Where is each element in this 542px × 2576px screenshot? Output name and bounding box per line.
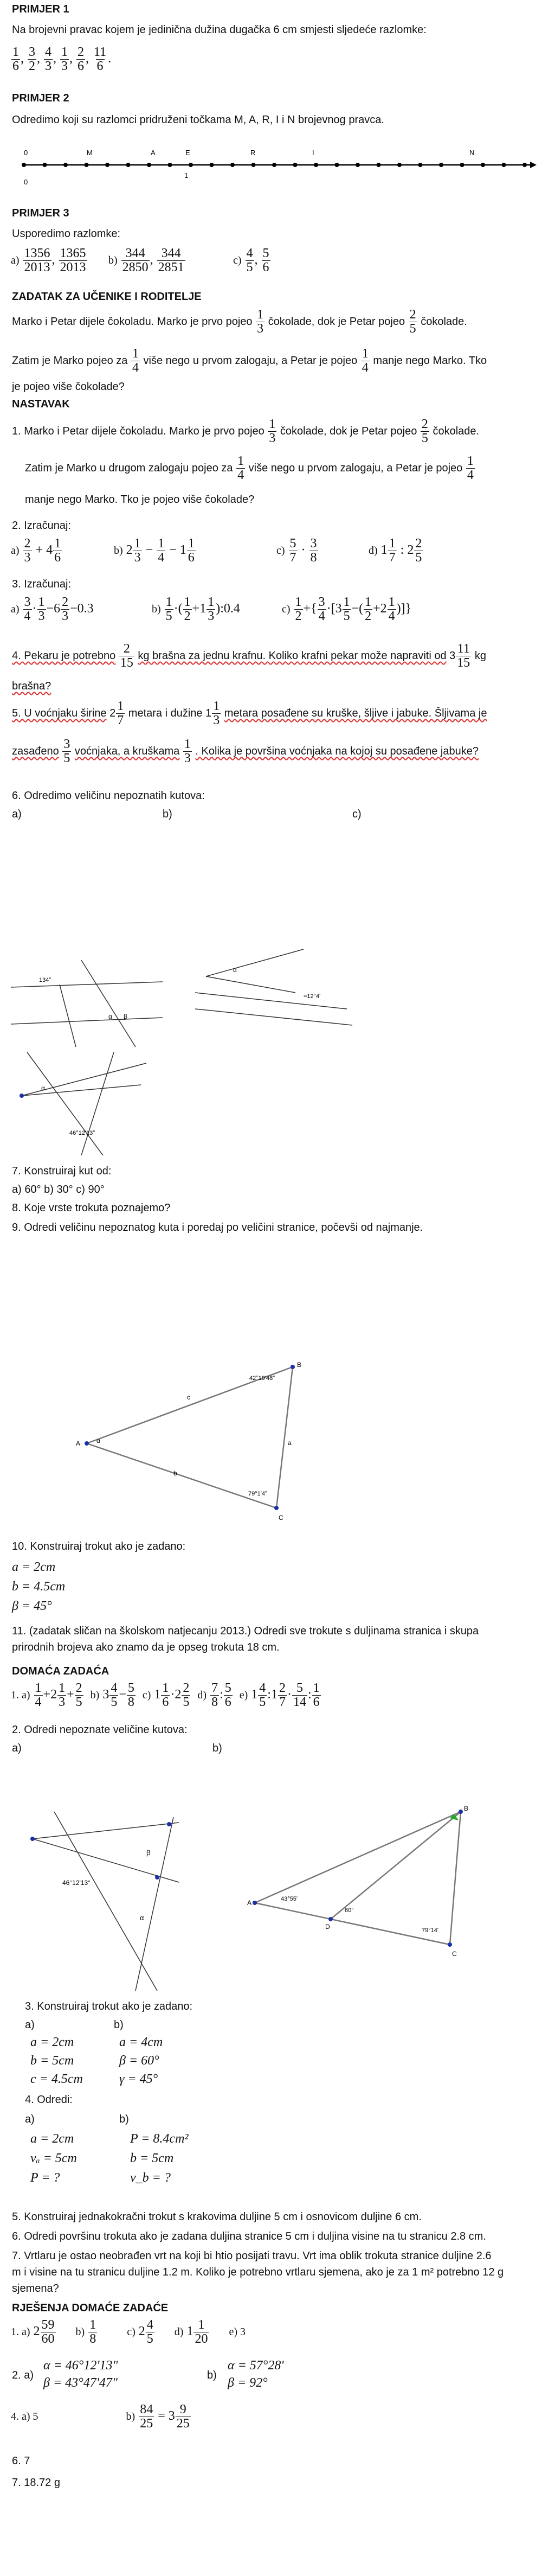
primjer2-text: Odredimo koji su razlomci pridruženi točkama M, A, R, I i N brojevnog pravca.	[12, 114, 384, 126]
svg-text:=12°4ʹ: =12°4ʹ	[304, 993, 321, 1000]
task2-c: c) $\frac{5}{7}$ · $\frac{3}{8}$	[276, 536, 317, 565]
primjer1-fractions: $\frac{1}{6}$ , $\frac{3}{2}$ , $\frac{4}{3}$ , $\frac{1}{3}$ , $\frac{2}{6}$ , $\frac{11}{6}$ .	[12, 45, 112, 74]
primjer2-title: PRIMJER 2	[12, 92, 69, 104]
primjer1-text: Na brojevni pravac kojem je jedinična dužina dugačka 6 cm smjesti sljedeće razlomke:	[12, 24, 427, 36]
primjer1-title: PRIMJER 1	[12, 3, 69, 15]
nastavak-title: NASTAVAK	[12, 398, 70, 410]
hw4b-b: b = 5cm	[130, 2151, 174, 2165]
svg-text:α: α	[96, 1437, 100, 1444]
task7-items: a) 60° b) 30° c) 90°	[12, 1184, 105, 1196]
solutions-1: 1. a) 2 $\frac{59}{60}$ b) $\frac{1}{8}$ c) 2 $\frac{4}{5}$ d) 1 $\frac{1}{20}$ e) 3	[11, 2318, 246, 2347]
svg-text:A: A	[76, 1440, 81, 1447]
hw4b-p: P = 8.4cm²	[130, 2132, 189, 2146]
task10-beta: β = 45°	[12, 1599, 52, 1613]
number-line-point	[481, 163, 485, 167]
sol2b-beta: β = 92°	[228, 2376, 268, 2390]
hw3a-c: c = 4.5cm	[30, 2072, 83, 2086]
number-line-point	[22, 163, 26, 167]
task11-line1: 11. (zadatak sličan na školskom natjecanju 2013.) Odredi sve trokute s duljinama stranica i skupa	[12, 1625, 479, 1637]
domaca-title: DOMAĆA ZADAĆA	[12, 1665, 109, 1677]
svg-text:B: B	[464, 1805, 469, 1812]
primjer3-title: PRIMJER 3	[12, 207, 69, 219]
number-line	[5, 142, 537, 191]
number-line-point	[126, 163, 131, 167]
sol2a-beta: β = 43°47ʹ47ʺ	[43, 2376, 118, 2390]
homework7-line3: sjemena?	[12, 2283, 59, 2294]
number-line-point	[502, 163, 506, 167]
number-line-point	[335, 163, 339, 167]
number-line-point	[210, 163, 214, 167]
task3-b: b) $\frac{1}{5}$ ·( $\frac{1}{2}$ +1 $\frac{1}{3}$ ):0.4	[152, 595, 240, 624]
task2-d: d) 1 $\frac{1}{7}$ : 2 $\frac{2}{5}$	[369, 536, 422, 565]
homework3-label-b: b)	[114, 2019, 124, 2031]
fig-d2b	[247, 1805, 468, 1958]
primjer3-text: Usporedimo razlomke:	[12, 228, 121, 240]
nl-label-i: I	[312, 149, 314, 157]
number-line-point	[272, 163, 276, 167]
homework2-figures	[0, 1757, 542, 1996]
task10-b: b = 4.5cm	[12, 1580, 66, 1594]
task7-title: 7. Konstruiraj kut od:	[12, 1165, 112, 1177]
hw4a-a: a = 2cm	[30, 2132, 74, 2146]
nl-label-0: 0	[24, 149, 28, 157]
svg-text:D: D	[325, 1923, 330, 1931]
primjer3-a: a) $\frac{1356}{2013}$ , $\frac{1365}{2013}$	[11, 246, 86, 275]
hw3a-b: b = 5cm	[30, 2054, 74, 2068]
number-line-point	[377, 163, 381, 167]
homework2-title: 2. Odredi nepoznate veličine kutova:	[12, 1724, 188, 1736]
hw3a-a: a = 2cm	[30, 2035, 74, 2049]
svg-text:134°: 134°	[39, 977, 51, 983]
svg-text:C: C	[452, 1950, 457, 1958]
svg-text:β: β	[146, 1849, 151, 1857]
primjer3-b: b) $\frac{344}{2850}$ , $\frac{344}{2851}$	[108, 246, 184, 275]
number-line-point	[251, 163, 256, 167]
homework3-title: 3. Konstruiraj trokut ako je zadano:	[25, 2000, 193, 2012]
task6-figures	[0, 819, 542, 1155]
homework2-label-a: a)	[12, 1742, 22, 1754]
number-line-point	[418, 163, 423, 167]
task5-line1: 5. U voćnjaku širine 2 $\frac{1}{7}$ metara i dužine 1 $\frac{1}{3}$ metara posađene su kruške, šljive i jabuke. Šljivama je	[12, 699, 487, 728]
rjesenja-title: RJEŠENJA DOMAĆE ZADAĆE	[12, 2302, 169, 2314]
homework7-line1: 7. Vrtlaru je ostao neobrađen vrt na koji bi htio posijati travu. Vrt ima oblik trokuta stranice duljine 2.6	[12, 2250, 492, 2262]
homework4-label-b: b)	[119, 2113, 129, 2125]
fig6b	[195, 949, 352, 1025]
number-line-point	[522, 163, 527, 167]
task6-title: 6. Odredimo veličinu nepoznatih kutova:	[12, 790, 205, 802]
hw3b-a: a = 4cm	[119, 2035, 163, 2049]
hw4a-p: P = ?	[30, 2171, 60, 2185]
nl-label-a: A	[151, 149, 156, 157]
svg-text:79°14ʹ: 79°14ʹ	[422, 1927, 438, 1934]
number-line-point	[105, 163, 109, 167]
sol2b-alpha: α = 57°28ʹ	[228, 2358, 284, 2373]
nl-label-n: N	[469, 149, 475, 157]
homework4-label-a: a)	[25, 2113, 35, 2125]
zadatak-line1: Marko i Petar dijele čokoladu. Marko je prvo pojeo $\frac{1}{3}$ čokolade, dok je Petar pojeo $\frac{2}{5}$ čokolade.	[12, 308, 467, 336]
number-line-point	[314, 163, 318, 167]
task2-title: 2. Izračunaj:	[12, 520, 71, 532]
number-line-point	[397, 163, 402, 167]
fig6c	[20, 1052, 146, 1155]
svg-text:α: α	[41, 1084, 45, 1092]
svg-text:B: B	[297, 1361, 302, 1369]
homework4-title: 4. Odredi:	[25, 2094, 73, 2106]
number-line-point	[356, 163, 360, 167]
svg-text:α: α	[140, 1914, 144, 1922]
solutions-2b-label: b)	[207, 2369, 217, 2381]
number-line-point	[230, 163, 235, 167]
homework5: 5. Konstruiraj jednakokračni trokut s krakovima duljine 5 cm i osnovicom duljine 6 cm.	[12, 2211, 422, 2223]
number-line-point	[439, 163, 443, 167]
number-line-point	[168, 163, 172, 167]
fig-d2a	[30, 1812, 179, 1991]
hw3b-beta: β = 60°	[119, 2054, 159, 2068]
zadatak-title: ZADATAK ZA UČENIKE I RODITELJE	[12, 291, 202, 303]
task4-line1: 4. Pekaru je potrebno $\frac{2}{15}$ kg brašna za jednu krafnu. Koliko krafni pekar može napraviti od 3 $\frac{11}{15}$ kg	[12, 642, 486, 670]
hw3b-gamma: γ = 45°	[119, 2072, 158, 2086]
fig6a	[11, 960, 163, 1047]
number-line-point	[189, 163, 193, 167]
task6-label-b: b)	[163, 808, 172, 820]
task1-line3: manje nego Marko. Tko je pojeo više čokolade?	[25, 494, 255, 506]
nl-label-e: E	[185, 149, 190, 157]
task1-line1: 1. Marko i Petar dijele čokoladu. Marko je prvo pojeo $\frac{1}{3}$ čokolade, dok je Petar pojeo $\frac{2}{5}$ čokolade.	[12, 417, 480, 446]
task3-c: c) $\frac{1}{2}$ +{ $\frac{3}{4}$ ·[3 $\frac{1}{5}$ −( $\frac{1}{2}$ +2 $\frac{1}{4}$ )]}	[282, 595, 412, 624]
zadatak-line2: Zatim je Marko pojeo za $\frac{1}{4}$ više nego u prvom zalogaju, a Petar je pojeo $\frac{1}{4}$ manje nego Marko. Tko	[12, 347, 487, 375]
task10-title: 10. Konstruiraj trokut ako je zadano:	[12, 1541, 186, 1552]
solutions-7: 7. 18.72 g	[12, 2477, 60, 2489]
hw4a-va: vₐ = 5cm	[30, 2151, 77, 2165]
svg-text:42°19ʹ48ʺ: 42°19ʹ48ʺ	[249, 1375, 275, 1382]
solutions-6: 6. 7	[12, 2455, 30, 2467]
number-line-point	[85, 163, 89, 167]
homework2-label-b: b)	[212, 1742, 222, 1754]
svg-text:c: c	[187, 1394, 190, 1401]
primjer3-c: c) $\frac{4}{5}$ , $\frac{5}{6}$	[233, 246, 269, 275]
svg-text:α: α	[108, 1013, 112, 1020]
number-line-point	[460, 163, 464, 167]
svg-text:46°12ʹ13ʺ: 46°12ʹ13ʺ	[62, 1879, 91, 1887]
task3-title: 3. Izračunaj:	[12, 578, 71, 590]
svg-text:β: β	[124, 1013, 127, 1020]
task9-figure	[0, 1237, 542, 1541]
nl-below-1: 1	[184, 171, 189, 180]
task6-label-c: c)	[352, 808, 362, 820]
task2-a: a) $\frac{2}{3}$ + 4 $\frac{1}{6}$	[11, 536, 61, 565]
solutions-2-label: 2. a)	[12, 2369, 34, 2381]
nl-label-m: M	[87, 149, 93, 157]
task10-a: a = 2cm	[12, 1560, 56, 1574]
task11-line2: prirodnih brojeva ako znamo da je opseg trokuta 18 cm.	[12, 1641, 280, 1653]
homework6: 6. Odredi površinu trokuta ako je zadana duljina stranice 5 cm i duljina visine na tu stranicu 2.8 cm.	[12, 2230, 486, 2242]
sol2a-alpha: α = 46°12ʹ13ʺ	[43, 2358, 118, 2373]
svg-text:43°55ʹ: 43°55ʹ	[281, 1896, 298, 1902]
task9: 9. Odredi veličinu nepoznatog kuta i poredaj po veličini stranice, počevši od najmanje.	[12, 1222, 423, 1233]
svg-text:C: C	[279, 1514, 283, 1522]
number-line-point	[293, 163, 298, 167]
svg-text:A: A	[247, 1899, 252, 1907]
homework1: 1. a) $\frac{1}{4}$ +2 $\frac{1}{3}$ + $\frac{2}{5}$ b) 3 $\frac{4}{5}$ − $\frac{5}{8}$ c) 1 $\frac{1}{6}$ ·2 $\frac{2}{5}$ d) $\frac{7}{8}$ : $\frac{5}{6}$ e) 1 $\frac{4}{5}$ :1 $\frac{2}{7}$ · $\frac{5}{14}$ : $\frac{1}{6}$	[11, 1681, 320, 1710]
hw4b-vb: v_b = ?	[130, 2171, 171, 2185]
task3-a: a) $\frac{3}{4}$ · $\frac{1}{3}$ −6 $\frac{2}{3}$ −0.3	[11, 595, 94, 624]
number-line-point	[43, 163, 47, 167]
task5-line2: zasađeno $\frac{3}{5}$ voćnjaka, a kruškama $\frac{1}{3}$ . Kolika je površina voćnjaka na kojoj su posađene jabuke?	[12, 737, 479, 766]
svg-text:60°: 60°	[345, 1907, 354, 1914]
nl-label-r: R	[250, 149, 256, 157]
homework7-line2: m i visine na tu stranicu duljine 1.2 m. Koliko je potrebno vrtlaru sjemena, ako je za 1 m² potrebno 12 g	[12, 2266, 504, 2278]
svg-text:α: α	[233, 966, 237, 974]
svg-text:46°12ʹ13ʺ: 46°12ʹ13ʺ	[69, 1130, 95, 1136]
svg-text:a: a	[288, 1439, 292, 1447]
number-line-point	[147, 163, 151, 167]
svg-text:b: b	[173, 1469, 177, 1477]
task1-line2: Zatim je Marko u drugom zalogaju pojeo za $\frac{1}{4}$ više nego u prvom zalogaju, a Petar je pojeo $\frac{1}{4}$	[25, 454, 474, 483]
zadatak-line3: je pojeo više čokolade?	[12, 381, 125, 393]
task2-b: b) 2 $\frac{1}{3}$ − $\frac{1}{4}$ − 1 $\frac{1}{6}$	[114, 536, 195, 565]
task8: 8. Koje vrste trokuta poznajemo?	[12, 1202, 171, 1214]
homework3-label-a: a)	[25, 2019, 35, 2031]
svg-text:79°1ʹ4ʺ: 79°1ʹ4ʺ	[248, 1491, 267, 1497]
task6-label-a: a)	[12, 808, 22, 820]
nl-below-0: 0	[24, 178, 28, 186]
task4-line2: brašna?	[12, 680, 51, 692]
number-line-point	[63, 163, 68, 167]
solutions-4: 4. a) 5 b) $\frac{84}{25}$ = 3 $\frac{9}{25}$	[11, 2402, 190, 2431]
